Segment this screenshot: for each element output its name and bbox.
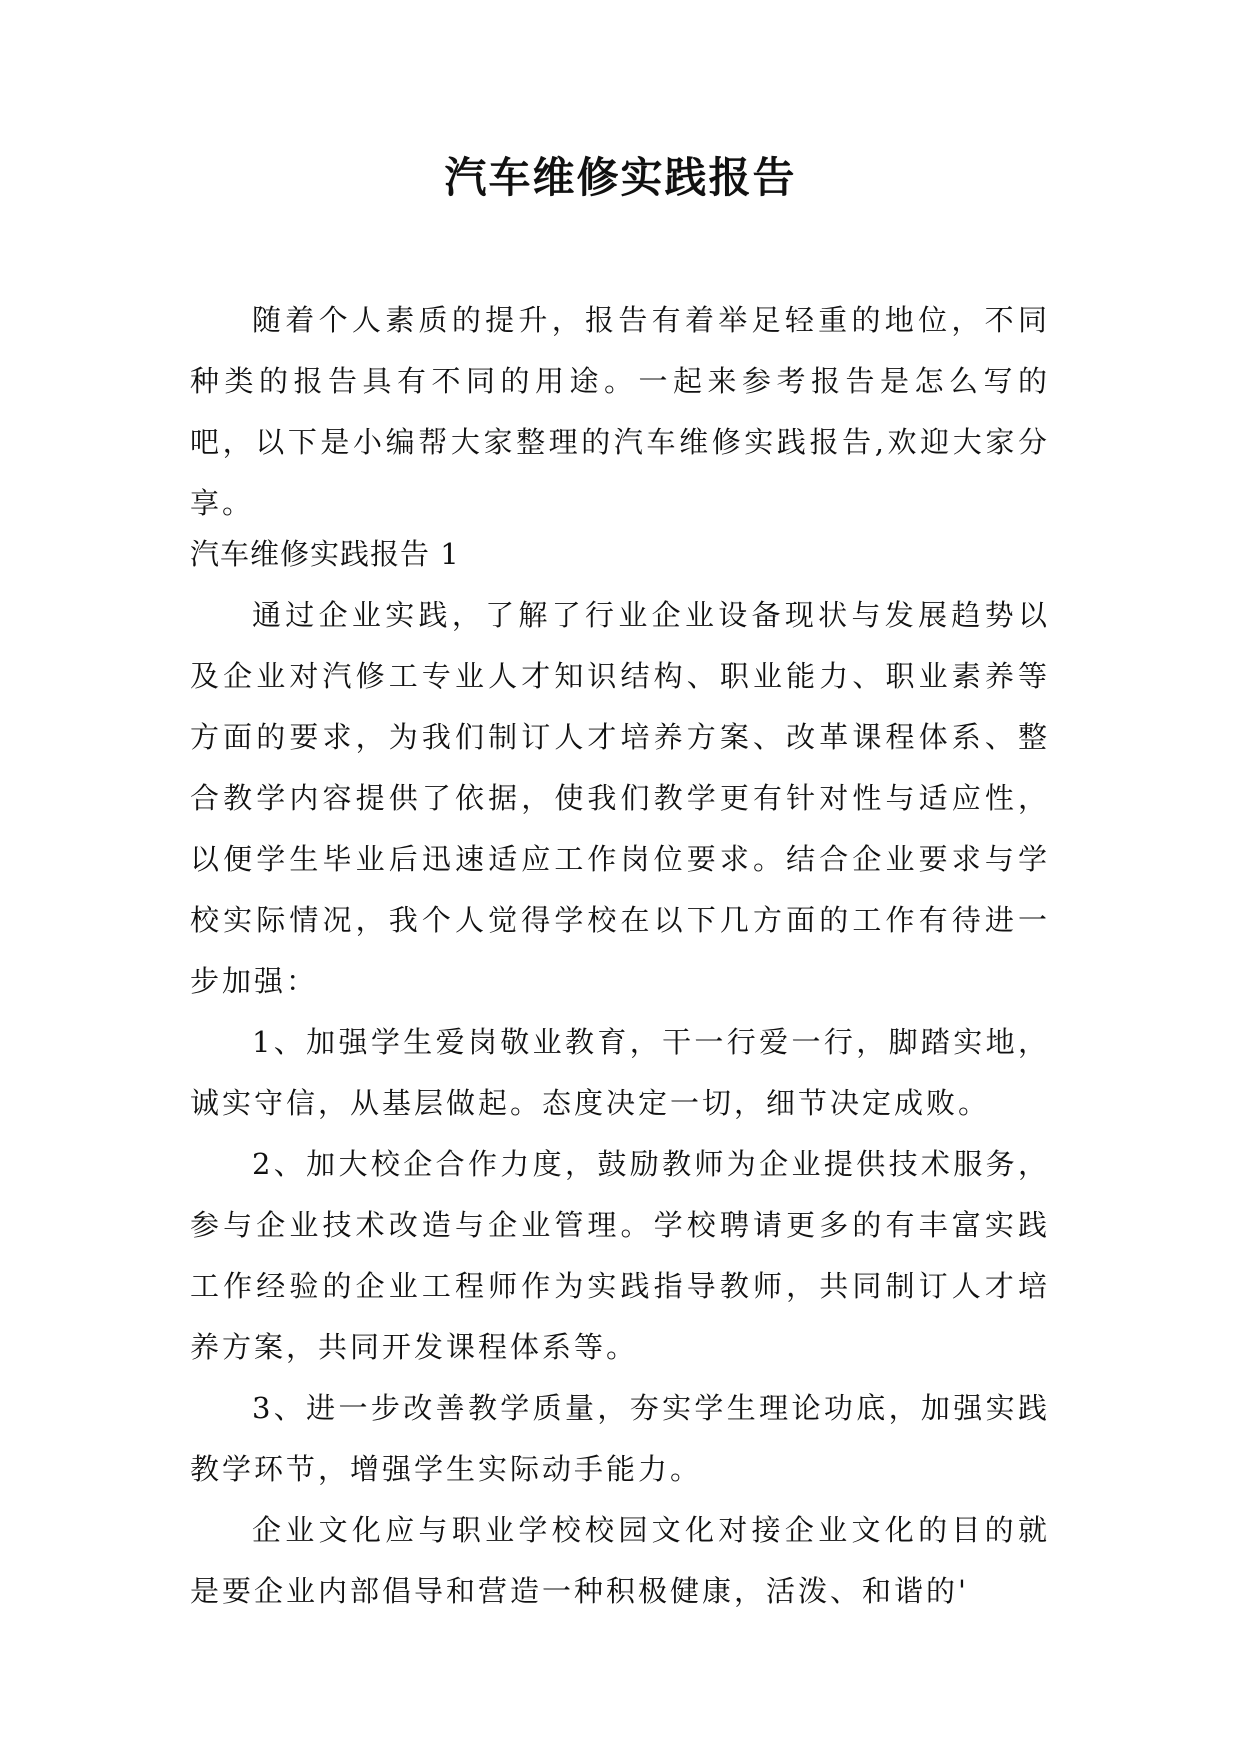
intro-block [190, 290, 1050, 534]
list-item-1: 1、加强学生爱岗敬业教育，干一行爱一行，脚踏实地，诚实守信，从基层做起。态度决定一切，细节决定成败。 [190, 1025, 1050, 1120]
document-title: 汽车维修实践报告 [444, 153, 797, 202]
body-paragraph-continued: 企业文化应与职业学校校园文化对接企业文化的目的就是要企业内部倡导和营造一种积极健康，活泼、和谐的' [190, 1513, 1050, 1608]
section-block [190, 524, 1050, 1622]
section-heading: 汽车维修实践报告 1 [190, 537, 460, 571]
list-item-2: 2、加大校企合作力度，鼓励教师为企业提供技术服务，参与企业技术改造与企业管理。学校聘请更多的有丰富实践工作经验的企业工程师作为实践指导教师，共同制订人才培养方案，共同开发课程体系等。 [190, 1147, 1050, 1364]
intro-paragraph: 随着个人素质的提升，报告有着举足轻重的地位，不同种类的报告具有不同的用途。一起来参考报告是怎么写的吧，以下是小编帮大家整理的汽车维修实践报告,欢迎大家分享。 [190, 303, 1050, 520]
list-item-3: 3、进一步改善教学质量，夯实学生理论功底，加强实践教学环节，增强学生实际动手能力。 [190, 1391, 1050, 1486]
body-paragraph: 通过企业实践，了解了行业企业设备现状与发展趋势以及企业对汽修工专业人才知识结构、职业能力、职业素养等方面的要求，为我们制订人才培养方案、改革课程体系、整合教学内容提供了依据，使我们教学更有针对性与适应性，以便学生毕业后迅速适应工作岗位要求。结合企业要求与学校实际情况，我个人觉得学校在以下几方面的工作有待进一步加强： [190, 598, 1050, 998]
